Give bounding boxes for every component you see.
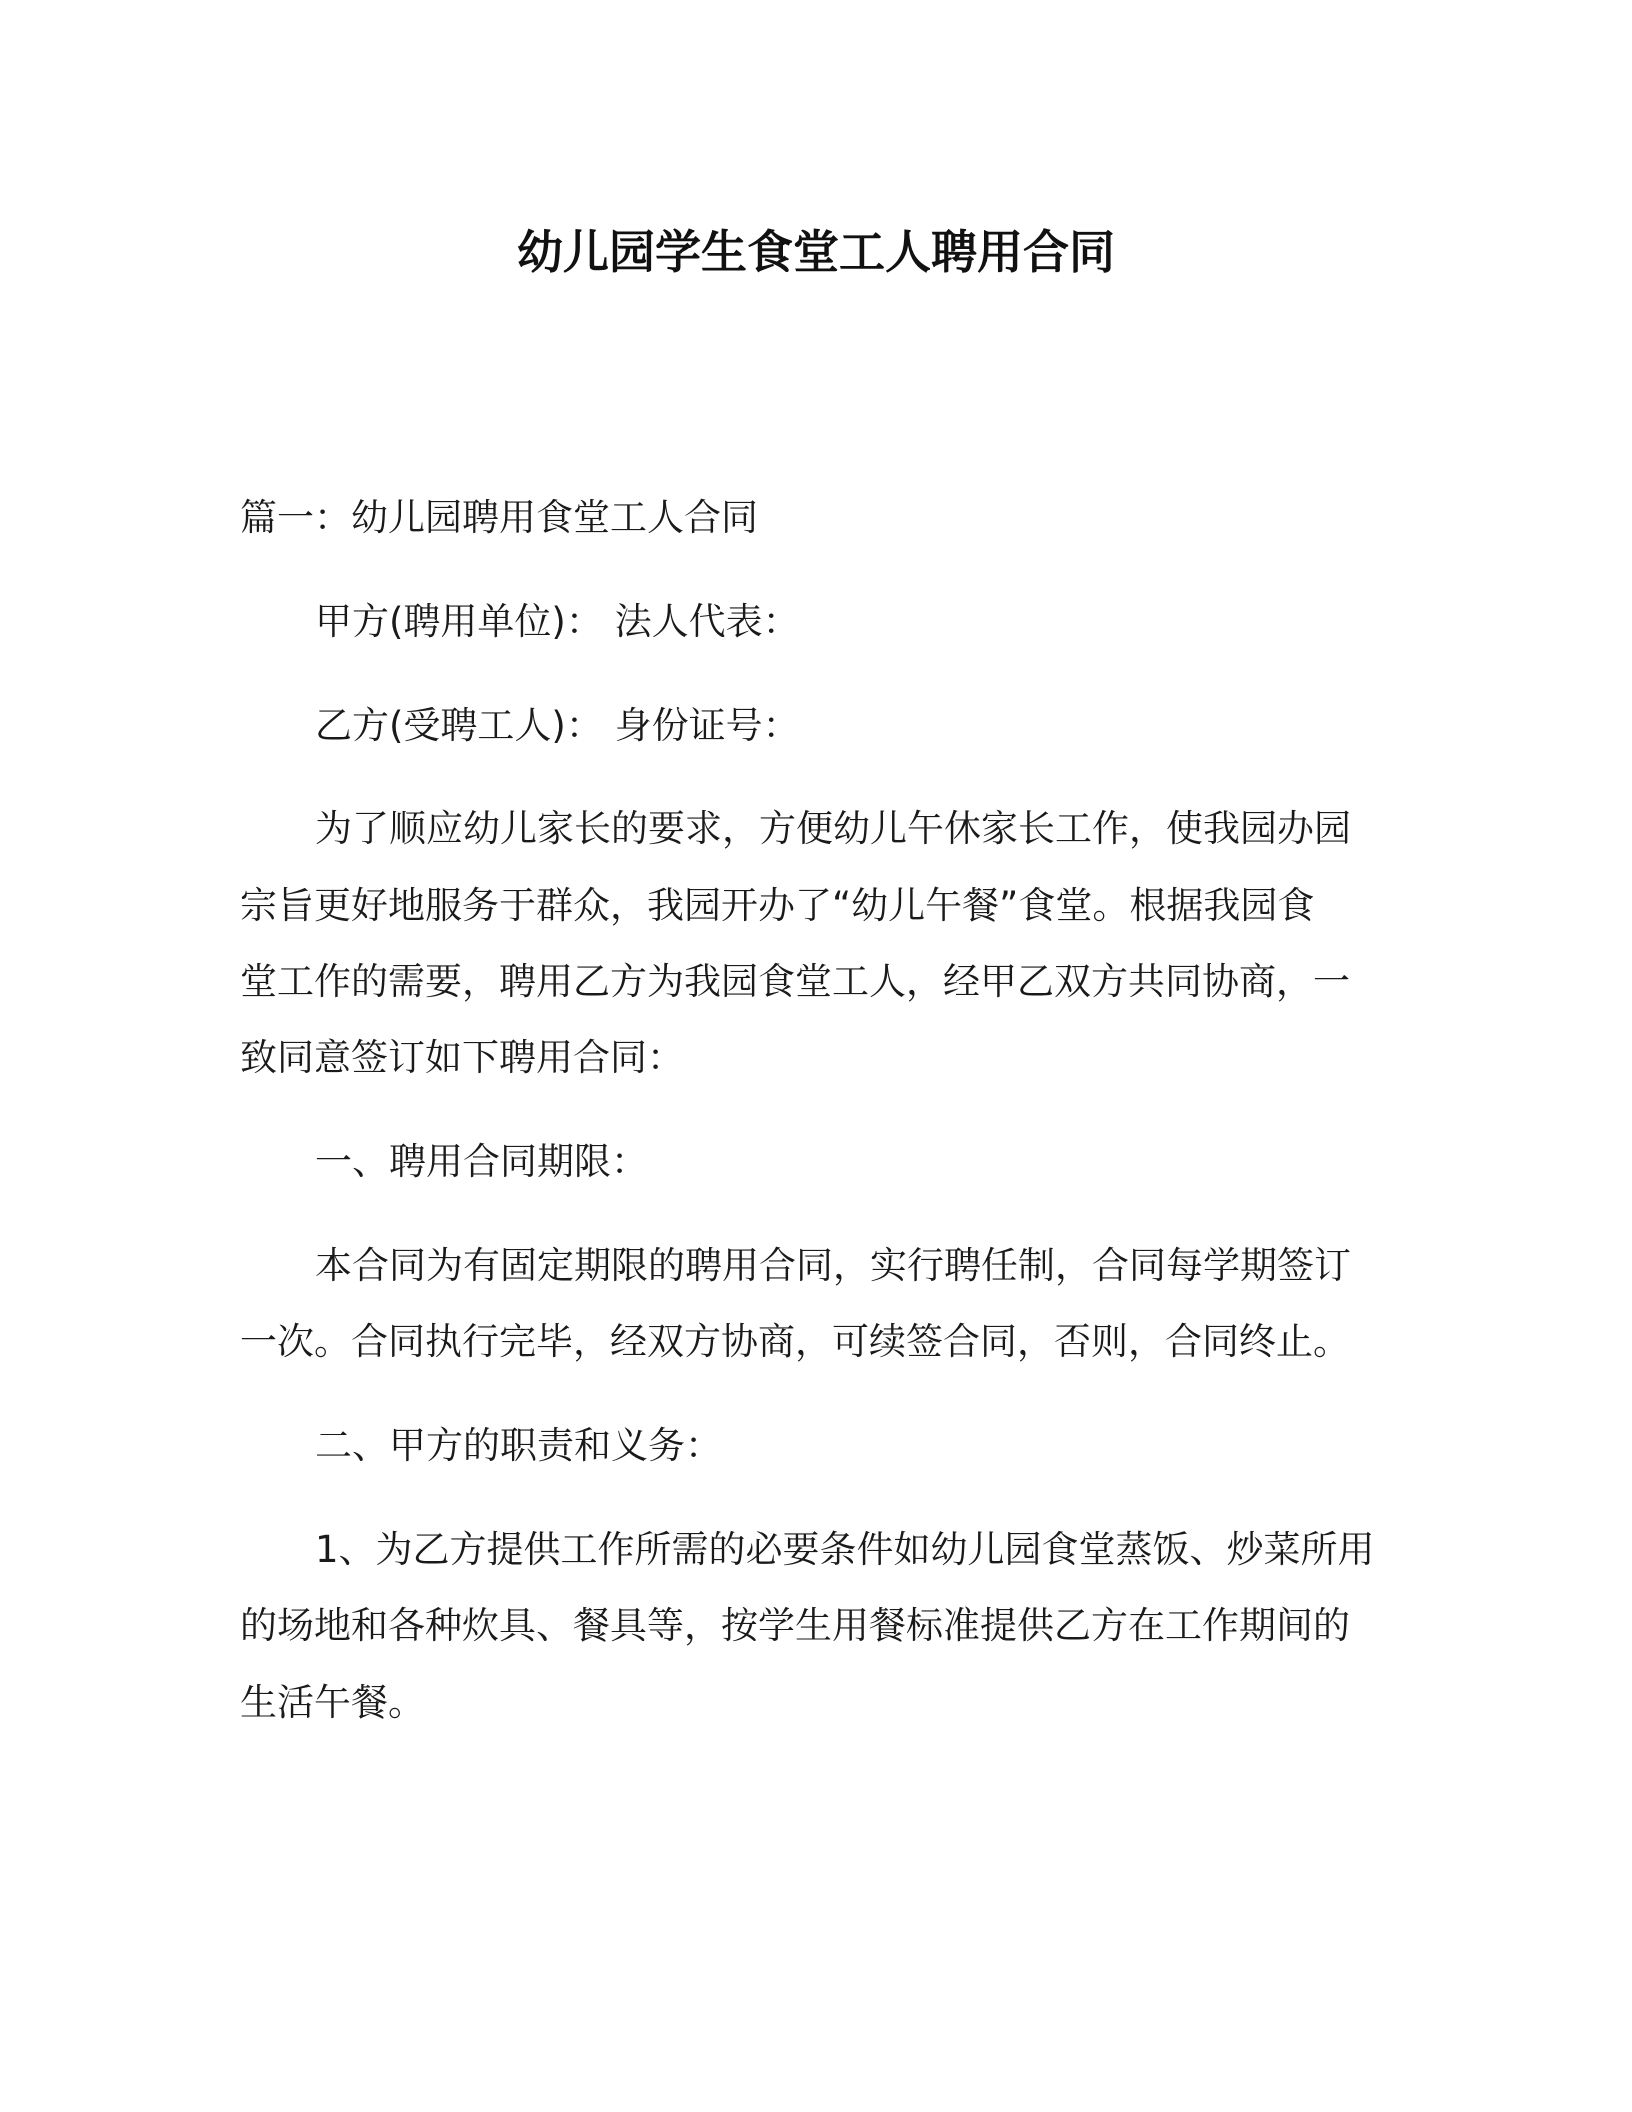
intro-paragraph-line: 为了顺应幼儿家长的要求，方便幼儿午休家长工作，使我园办园 [315, 807, 1351, 850]
clause-1-heading: 一、聘用合同期限： [315, 1140, 648, 1183]
party-b-line: 乙方(受聘工人)： 身份证号： [315, 704, 800, 747]
clause-2-item-1-line: 1、为乙方提供工作所需的必要条件如幼儿园食堂蒸饭、炒菜所用 [315, 1528, 1375, 1571]
section-heading: 篇一：幼儿园聘用食堂工人合同 [240, 496, 758, 539]
document-title: 幼儿园学生食堂工人聘用合同 [517, 225, 1115, 279]
intro-paragraph-line: 堂工作的需要，聘用乙方为我园食堂工人，经甲乙双方共同协商，一 [240, 960, 1350, 1003]
clause-1-line: 一次。合同执行完毕，经双方协商，可续签合同，否则，合同终止。 [240, 1320, 1350, 1363]
clause-2-heading: 二、甲方的职责和义务： [315, 1424, 722, 1467]
clause-2-item-1-line: 生活午餐。 [240, 1681, 425, 1724]
party-a-line: 甲方(聘用单位)： 法人代表： [315, 600, 800, 643]
intro-paragraph-line: 致同意签订如下聘用合同： [240, 1036, 684, 1079]
clause-1-line: 本合同为有固定期限的聘用合同，实行聘任制，合同每学期签订 [315, 1244, 1351, 1287]
clause-2-item-1-line: 的场地和各种炊具、餐具等，按学生用餐标准提供乙方在工作期间的 [240, 1604, 1350, 1647]
intro-paragraph-line: 宗旨更好地服务于群众，我园开办了“幼儿午餐”食堂。根据我园食 [240, 884, 1315, 927]
